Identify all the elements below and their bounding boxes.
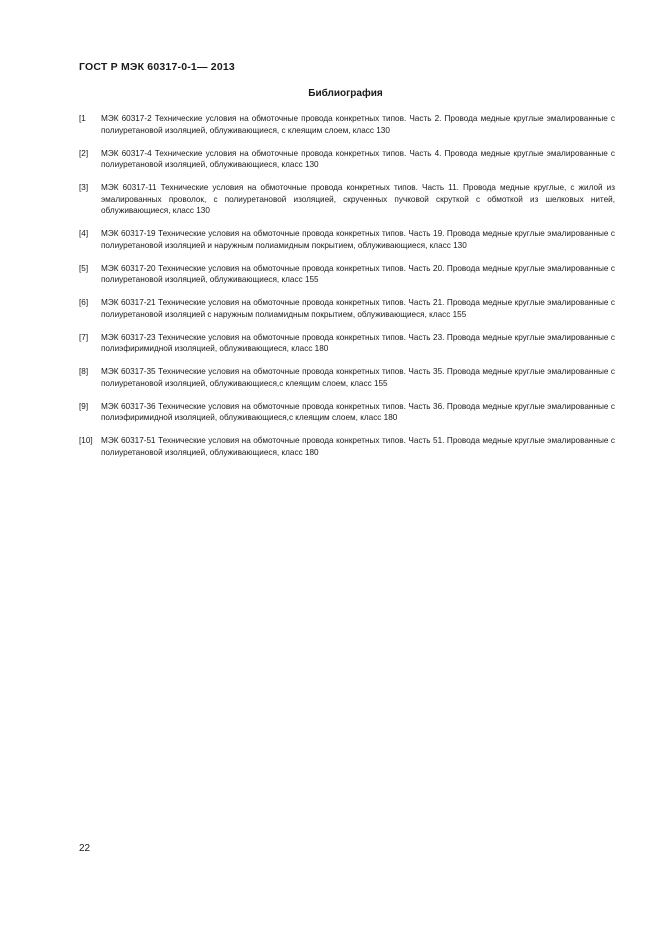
bibliography-item: [79, 148, 615, 171]
document-header: ГОСТ Р МЭК 60317-0-1— 2013: [79, 61, 235, 73]
reference-text: МЭК 60317-35 Технические условия на обмоточные провода конкретных типов. Часть 35. Провода медные круглые эмалированные с полиуретановой изоляцией, облуживающиеся,с клеящим слоем, класс 155: [101, 367, 615, 388]
bibliography-item: [79, 435, 615, 458]
bibliography-item: [79, 401, 615, 424]
bibliography-item: [79, 113, 615, 136]
bibliography-item: [79, 366, 615, 389]
bibliography-item: [79, 182, 615, 217]
bibliography-item: [79, 228, 615, 251]
reference-text: МЭК 60317-4 Технические условия на обмоточные провода конкретных типов. Часть 4. Провода медные круглые эмалированные с полиуретановой изоляцией, облуживающиеся, класс 130: [101, 148, 615, 169]
reference-text: МЭК 60317-21 Технические условия на обмоточные провода конкретных типов. Часть 21. Провода медные круглые эмалированные с полиуретановой изоляцией с наружным полиамидным покрытием, облуживающиеся, класс 155: [101, 298, 615, 319]
reference-text: МЭК 60317-2 Технические условия на обмоточные провода конкретных типов. Часть 2. Провода медные круглые эмалированные с полиуретановой изоляцией, облуживающиеся, с клеящим слоем, класс 130: [101, 114, 615, 135]
reference-text: МЭК 60317-23 Технические условия на обмоточные провода конкретных типов. Часть 23. Провода медные круглые эмалированные с полиэфиримидной изоляцией, облуживающиеся, класс 180: [101, 332, 615, 353]
reference-number: [3]: [79, 183, 89, 192]
reference-text: МЭК 60317-19 Технические условия на обмоточные провода конкретных типов. Часть 19. Провода медные круглые эмалированные с полиуретановой изоляцией и наружным полиамидным покрытием, облуживающиеся, класс 130: [101, 229, 615, 250]
reference-text: МЭК 60317-36 Технические условия на обмоточные провода конкретных типов. Часть 36. Провода медные круглые эмалированные с полиэфиримидной изоляцией, облуживающиеся,с клеящим слоем, класс 180: [101, 401, 615, 422]
reference-number: [4]: [79, 229, 89, 238]
bibliography-item: [79, 297, 615, 320]
bibliography-item: [79, 332, 615, 355]
reference-number: [2]: [79, 148, 89, 158]
page-number: 22: [79, 843, 91, 854]
reference-number: [6]: [79, 298, 89, 307]
reference-text: МЭК 60317-20 Технические условия на обмоточные провода конкретных типов. Часть 20. Провода медные круглые эмалированные с полиуретановой изоляцией, облуживающиеся, класс 155: [101, 263, 615, 284]
bibliography-item: [79, 263, 615, 286]
reference-number: [5]: [79, 263, 89, 273]
reference-number: [1: [79, 114, 86, 123]
bibliography-list: [79, 113, 615, 470]
reference-number: [7]: [79, 332, 89, 342]
bibliography-title: Библиография: [308, 88, 383, 99]
reference-number: [8]: [79, 367, 89, 376]
reference-text: МЭК 60317-11 Технические условия на обмоточные провода конкретных типов. Часть 11. Провода медные круглые, с жилой из эмалированных проволок, с полиуретановой изоляцией, скрученных пучковой скруткой с обмоткой из шелковых нитей, облуживающиеся, класс 130: [101, 183, 615, 215]
reference-text: МЭК 60317-51 Технические условия на обмоточные провода конкретных типов. Часть 51. Провода медные круглые эмалированные с полиуретановой изоляцией, облуживающиеся, класс 180: [101, 436, 615, 457]
reference-number: [10]: [79, 436, 93, 445]
reference-number: [9]: [79, 401, 89, 411]
